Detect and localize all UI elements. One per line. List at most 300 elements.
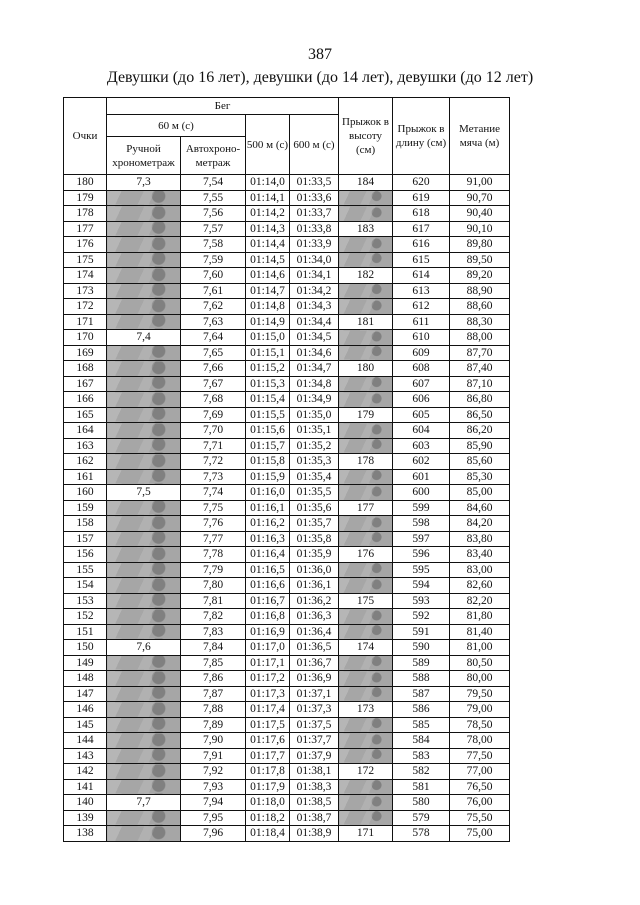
high-jump-cell — [339, 516, 393, 532]
table-row — [64, 826, 510, 842]
manual-timing-cell — [107, 469, 181, 485]
long-jump-cell: 591 — [393, 624, 450, 640]
time-500m-cell: 01:16,8 — [246, 609, 290, 625]
manual-timing-cell — [107, 237, 181, 253]
ball-throw-cell: 85,30 — [450, 469, 510, 485]
points-cell: 171 — [64, 314, 107, 330]
auto-timing-cell: 7,87 — [181, 686, 246, 702]
high-jump-cell: 176 — [339, 547, 393, 563]
time-500m-cell: 01:17,8 — [246, 764, 290, 780]
high-jump-cell — [339, 392, 393, 408]
time-500m-cell: 01:16,3 — [246, 531, 290, 547]
auto-timing-cell: 7,79 — [181, 562, 246, 578]
manual-timing-cell — [107, 268, 181, 284]
table-row — [64, 500, 510, 516]
time-500m-cell: 01:14,4 — [246, 237, 290, 253]
manual-timing-cell: 7,3 — [107, 175, 181, 191]
auto-timing-cell: 7,54 — [181, 175, 246, 191]
high-jump-cell: 180 — [339, 361, 393, 377]
table-row — [64, 190, 510, 206]
auto-timing-cell: 7,64 — [181, 330, 246, 346]
scoring-table — [63, 97, 510, 842]
auto-timing-cell: 7,95 — [181, 810, 246, 826]
points-cell: 153 — [64, 593, 107, 609]
points-cell: 138 — [64, 826, 107, 842]
long-jump-cell: 618 — [393, 206, 450, 222]
high-jump-cell — [339, 376, 393, 392]
high-jump-cell — [339, 330, 393, 346]
high-jump-cell — [339, 438, 393, 454]
points-cell: 155 — [64, 562, 107, 578]
page-title: Девушки (до 16 лет), девушки (до 14 лет), девушки (до 12 лет) — [106, 69, 534, 86]
header-high-jump: Прыжок в высоту (см) — [339, 98, 393, 175]
long-jump-cell: 581 — [393, 779, 450, 795]
manual-timing-cell — [107, 562, 181, 578]
time-600m-cell: 01:34,0 — [290, 252, 339, 268]
table-row — [64, 469, 510, 485]
points-cell: 167 — [64, 376, 107, 392]
long-jump-cell: 583 — [393, 748, 450, 764]
time-600m-cell: 01:36,1 — [290, 578, 339, 594]
high-jump-cell — [339, 485, 393, 501]
time-500m-cell: 01:16,2 — [246, 516, 290, 532]
time-600m-cell: 01:34,3 — [290, 299, 339, 315]
auto-timing-cell: 7,96 — [181, 826, 246, 842]
points-cell: 169 — [64, 345, 107, 361]
manual-timing-cell — [107, 547, 181, 563]
manual-timing-cell — [107, 190, 181, 206]
high-jump-cell: 171 — [339, 826, 393, 842]
ball-throw-cell: 85,60 — [450, 454, 510, 470]
time-500m-cell: 01:14,9 — [246, 314, 290, 330]
ball-throw-cell: 76,00 — [450, 795, 510, 811]
points-cell: 141 — [64, 779, 107, 795]
auto-timing-cell: 7,75 — [181, 500, 246, 516]
ball-throw-cell: 75,50 — [450, 810, 510, 826]
auto-timing-cell: 7,63 — [181, 314, 246, 330]
table-row — [64, 593, 510, 609]
ball-throw-cell: 81,00 — [450, 640, 510, 656]
time-500m-cell: 01:17,1 — [246, 655, 290, 671]
manual-timing-cell — [107, 314, 181, 330]
ball-throw-cell: 90,10 — [450, 221, 510, 237]
table-row — [64, 283, 510, 299]
table-row — [64, 423, 510, 439]
auto-timing-cell: 7,73 — [181, 469, 246, 485]
table-row — [64, 624, 510, 640]
ball-throw-cell: 84,60 — [450, 500, 510, 516]
manual-timing-cell — [107, 764, 181, 780]
time-500m-cell: 01:14,8 — [246, 299, 290, 315]
time-500m-cell: 01:15,7 — [246, 438, 290, 454]
auto-timing-cell: 7,83 — [181, 624, 246, 640]
ball-throw-cell: 86,20 — [450, 423, 510, 439]
time-500m-cell: 01:14,3 — [246, 221, 290, 237]
manual-timing-cell: 7,4 — [107, 330, 181, 346]
time-600m-cell: 01:36,9 — [290, 671, 339, 687]
points-cell: 156 — [64, 547, 107, 563]
header-manual-timing: Ручной хронометраж — [107, 137, 181, 175]
ball-throw-cell: 77,50 — [450, 748, 510, 764]
points-cell: 139 — [64, 810, 107, 826]
long-jump-cell: 603 — [393, 438, 450, 454]
high-jump-cell — [339, 237, 393, 253]
table-row — [64, 810, 510, 826]
time-500m-cell: 01:15,5 — [246, 407, 290, 423]
long-jump-cell: 585 — [393, 717, 450, 733]
long-jump-cell: 593 — [393, 593, 450, 609]
long-jump-cell: 584 — [393, 733, 450, 749]
high-jump-cell: 173 — [339, 702, 393, 718]
auto-timing-cell: 7,57 — [181, 221, 246, 237]
high-jump-cell — [339, 733, 393, 749]
table-row — [64, 655, 510, 671]
points-cell: 149 — [64, 655, 107, 671]
ball-throw-cell: 88,30 — [450, 314, 510, 330]
time-600m-cell: 01:33,9 — [290, 237, 339, 253]
high-jump-cell — [339, 206, 393, 222]
time-500m-cell: 01:15,0 — [246, 330, 290, 346]
header-60m: 60 м (с) — [107, 115, 246, 137]
points-cell: 140 — [64, 795, 107, 811]
long-jump-cell: 600 — [393, 485, 450, 501]
points-cell: 148 — [64, 671, 107, 687]
time-600m-cell: 01:36,7 — [290, 655, 339, 671]
table-row — [64, 779, 510, 795]
table-row — [64, 686, 510, 702]
auto-timing-cell: 7,81 — [181, 593, 246, 609]
manual-timing-cell — [107, 206, 181, 222]
ball-throw-cell: 87,70 — [450, 345, 510, 361]
auto-timing-cell: 7,61 — [181, 283, 246, 299]
auto-timing-cell: 7,78 — [181, 547, 246, 563]
ball-throw-cell: 83,00 — [450, 562, 510, 578]
auto-timing-cell: 7,92 — [181, 764, 246, 780]
manual-timing-cell — [107, 516, 181, 532]
long-jump-cell: 598 — [393, 516, 450, 532]
points-cell: 177 — [64, 221, 107, 237]
manual-timing-cell — [107, 283, 181, 299]
time-600m-cell: 01:34,6 — [290, 345, 339, 361]
auto-timing-cell: 7,94 — [181, 795, 246, 811]
high-jump-cell: 179 — [339, 407, 393, 423]
long-jump-cell: 609 — [393, 345, 450, 361]
long-jump-cell: 582 — [393, 764, 450, 780]
manual-timing-cell — [107, 702, 181, 718]
manual-timing-cell — [107, 392, 181, 408]
ball-throw-cell: 81,80 — [450, 609, 510, 625]
header-ball-throw: Метание мяча (м) — [450, 98, 510, 175]
time-500m-cell: 01:15,8 — [246, 454, 290, 470]
time-600m-cell: 01:36,5 — [290, 640, 339, 656]
auto-timing-cell: 7,56 — [181, 206, 246, 222]
manual-timing-cell — [107, 407, 181, 423]
table-row — [64, 314, 510, 330]
ball-throw-cell: 88,90 — [450, 283, 510, 299]
time-500m-cell: 01:15,6 — [246, 423, 290, 439]
ball-throw-cell: 89,80 — [450, 237, 510, 253]
high-jump-cell — [339, 252, 393, 268]
long-jump-cell: 601 — [393, 469, 450, 485]
time-500m-cell: 01:17,5 — [246, 717, 290, 733]
auto-timing-cell: 7,67 — [181, 376, 246, 392]
points-cell: 164 — [64, 423, 107, 439]
manual-timing-cell — [107, 361, 181, 377]
auto-timing-cell: 7,65 — [181, 345, 246, 361]
ball-throw-cell: 86,80 — [450, 392, 510, 408]
time-500m-cell: 01:14,6 — [246, 268, 290, 284]
time-500m-cell: 01:14,0 — [246, 175, 290, 191]
auto-timing-cell: 7,88 — [181, 702, 246, 718]
long-jump-cell: 594 — [393, 578, 450, 594]
high-jump-cell: 184 — [339, 175, 393, 191]
time-600m-cell: 01:33,6 — [290, 190, 339, 206]
high-jump-cell — [339, 190, 393, 206]
header-run: Бег — [107, 98, 339, 115]
time-500m-cell: 01:15,9 — [246, 469, 290, 485]
time-600m-cell: 01:36,3 — [290, 609, 339, 625]
time-500m-cell: 01:15,2 — [246, 361, 290, 377]
points-cell: 160 — [64, 485, 107, 501]
ball-throw-cell: 79,00 — [450, 702, 510, 718]
long-jump-cell: 597 — [393, 531, 450, 547]
table-row — [64, 609, 510, 625]
manual-timing-cell — [107, 733, 181, 749]
auto-timing-cell: 7,89 — [181, 717, 246, 733]
ball-throw-cell: 90,40 — [450, 206, 510, 222]
manual-timing-cell — [107, 655, 181, 671]
table-row — [64, 345, 510, 361]
points-cell: 163 — [64, 438, 107, 454]
time-500m-cell: 01:17,7 — [246, 748, 290, 764]
points-cell: 179 — [64, 190, 107, 206]
high-jump-cell — [339, 686, 393, 702]
time-500m-cell: 01:16,6 — [246, 578, 290, 594]
auto-timing-cell: 7,58 — [181, 237, 246, 253]
long-jump-cell: 604 — [393, 423, 450, 439]
long-jump-cell: 614 — [393, 268, 450, 284]
time-600m-cell: 01:35,5 — [290, 485, 339, 501]
long-jump-cell: 599 — [393, 500, 450, 516]
long-jump-cell: 589 — [393, 655, 450, 671]
auto-timing-cell: 7,91 — [181, 748, 246, 764]
time-600m-cell: 01:34,5 — [290, 330, 339, 346]
table-body — [64, 175, 510, 842]
time-500m-cell: 01:14,5 — [246, 252, 290, 268]
long-jump-cell: 578 — [393, 826, 450, 842]
ball-throw-cell: 89,20 — [450, 268, 510, 284]
ball-throw-cell: 75,00 — [450, 826, 510, 842]
long-jump-cell: 620 — [393, 175, 450, 191]
table-row — [64, 671, 510, 687]
high-jump-cell — [339, 624, 393, 640]
manual-timing-cell — [107, 438, 181, 454]
points-cell: 165 — [64, 407, 107, 423]
time-600m-cell: 01:36,4 — [290, 624, 339, 640]
long-jump-cell: 607 — [393, 376, 450, 392]
time-500m-cell: 01:17,3 — [246, 686, 290, 702]
table-row — [64, 578, 510, 594]
high-jump-cell — [339, 283, 393, 299]
manual-timing-cell — [107, 252, 181, 268]
table-row — [64, 531, 510, 547]
ball-throw-cell: 88,60 — [450, 299, 510, 315]
ball-throw-cell: 84,20 — [450, 516, 510, 532]
long-jump-cell: 588 — [393, 671, 450, 687]
time-600m-cell: 01:33,5 — [290, 175, 339, 191]
high-jump-cell — [339, 810, 393, 826]
ball-throw-cell: 76,50 — [450, 779, 510, 795]
auto-timing-cell: 7,74 — [181, 485, 246, 501]
high-jump-cell — [339, 609, 393, 625]
ball-throw-cell: 87,40 — [450, 361, 510, 377]
ball-throw-cell: 83,80 — [450, 531, 510, 547]
long-jump-cell: 596 — [393, 547, 450, 563]
high-jump-cell — [339, 671, 393, 687]
long-jump-cell: 610 — [393, 330, 450, 346]
time-500m-cell: 01:18,0 — [246, 795, 290, 811]
auto-timing-cell: 7,76 — [181, 516, 246, 532]
table-row — [64, 299, 510, 315]
time-500m-cell: 01:18,4 — [246, 826, 290, 842]
long-jump-cell: 605 — [393, 407, 450, 423]
ball-throw-cell: 89,50 — [450, 252, 510, 268]
table-row — [64, 392, 510, 408]
points-cell: 145 — [64, 717, 107, 733]
header-long-jump: Прыжок в длину (см) — [393, 98, 450, 175]
high-jump-cell: 175 — [339, 593, 393, 609]
high-jump-cell: 177 — [339, 500, 393, 516]
time-600m-cell: 01:37,5 — [290, 717, 339, 733]
manual-timing-cell — [107, 686, 181, 702]
long-jump-cell: 612 — [393, 299, 450, 315]
table-row — [64, 330, 510, 346]
manual-timing-cell — [107, 624, 181, 640]
high-jump-cell: 183 — [339, 221, 393, 237]
points-cell: 152 — [64, 609, 107, 625]
high-jump-cell — [339, 345, 393, 361]
time-600m-cell: 01:35,2 — [290, 438, 339, 454]
manual-timing-cell — [107, 671, 181, 687]
long-jump-cell: 586 — [393, 702, 450, 718]
points-cell: 157 — [64, 531, 107, 547]
auto-timing-cell: 7,82 — [181, 609, 246, 625]
table-row — [64, 221, 510, 237]
points-cell: 178 — [64, 206, 107, 222]
auto-timing-cell: 7,70 — [181, 423, 246, 439]
time-600m-cell: 01:35,4 — [290, 469, 339, 485]
long-jump-cell: 615 — [393, 252, 450, 268]
time-600m-cell: 01:38,5 — [290, 795, 339, 811]
time-600m-cell: 01:34,4 — [290, 314, 339, 330]
long-jump-cell: 613 — [393, 283, 450, 299]
long-jump-cell: 590 — [393, 640, 450, 656]
points-cell: 170 — [64, 330, 107, 346]
ball-throw-cell: 77,00 — [450, 764, 510, 780]
points-cell: 176 — [64, 237, 107, 253]
points-cell: 142 — [64, 764, 107, 780]
auto-timing-cell: 7,90 — [181, 733, 246, 749]
time-600m-cell: 01:34,1 — [290, 268, 339, 284]
long-jump-cell: 602 — [393, 454, 450, 470]
time-600m-cell: 01:34,8 — [290, 376, 339, 392]
auto-timing-cell: 7,69 — [181, 407, 246, 423]
points-cell: 166 — [64, 392, 107, 408]
time-500m-cell: 01:16,9 — [246, 624, 290, 640]
table-row — [64, 407, 510, 423]
points-cell: 158 — [64, 516, 107, 532]
table-row — [64, 795, 510, 811]
auto-timing-cell: 7,77 — [181, 531, 246, 547]
header-600m: 600 м (с) — [290, 115, 339, 175]
time-600m-cell: 01:34,2 — [290, 283, 339, 299]
time-500m-cell: 01:17,0 — [246, 640, 290, 656]
high-jump-cell — [339, 578, 393, 594]
long-jump-cell: 606 — [393, 392, 450, 408]
long-jump-cell: 580 — [393, 795, 450, 811]
points-cell: 172 — [64, 299, 107, 315]
time-500m-cell: 01:16,0 — [246, 485, 290, 501]
points-cell: 168 — [64, 361, 107, 377]
manual-timing-cell — [107, 345, 181, 361]
manual-timing-cell — [107, 221, 181, 237]
high-jump-cell — [339, 748, 393, 764]
table-row — [64, 640, 510, 656]
ball-throw-cell: 86,50 — [450, 407, 510, 423]
long-jump-cell: 619 — [393, 190, 450, 206]
table-row — [64, 547, 510, 563]
manual-timing-cell — [107, 299, 181, 315]
table-row — [64, 252, 510, 268]
manual-timing-cell — [107, 454, 181, 470]
time-600m-cell: 01:37,9 — [290, 748, 339, 764]
points-cell: 143 — [64, 748, 107, 764]
ball-throw-cell: 91,00 — [450, 175, 510, 191]
time-500m-cell: 01:16,1 — [246, 500, 290, 516]
points-cell: 173 — [64, 283, 107, 299]
manual-timing-cell — [107, 500, 181, 516]
ball-throw-cell: 81,40 — [450, 624, 510, 640]
points-cell: 146 — [64, 702, 107, 718]
ball-throw-cell: 87,10 — [450, 376, 510, 392]
header-points: Очки — [64, 98, 107, 175]
time-600m-cell: 01:35,0 — [290, 407, 339, 423]
auto-timing-cell: 7,62 — [181, 299, 246, 315]
high-jump-cell — [339, 423, 393, 439]
points-cell: 144 — [64, 733, 107, 749]
table-header — [64, 98, 510, 175]
high-jump-cell: 172 — [339, 764, 393, 780]
auto-timing-cell: 7,71 — [181, 438, 246, 454]
points-cell: 151 — [64, 624, 107, 640]
manual-timing-cell — [107, 423, 181, 439]
ball-throw-cell: 85,90 — [450, 438, 510, 454]
long-jump-cell: 617 — [393, 221, 450, 237]
points-cell: 180 — [64, 175, 107, 191]
table-row — [64, 175, 510, 191]
long-jump-cell: 611 — [393, 314, 450, 330]
manual-timing-cell — [107, 779, 181, 795]
ball-throw-cell: 80,50 — [450, 655, 510, 671]
long-jump-cell: 579 — [393, 810, 450, 826]
ball-throw-cell: 78,00 — [450, 733, 510, 749]
time-500m-cell: 01:17,4 — [246, 702, 290, 718]
time-600m-cell: 01:38,3 — [290, 779, 339, 795]
auto-timing-cell: 7,60 — [181, 268, 246, 284]
time-500m-cell: 01:17,9 — [246, 779, 290, 795]
time-600m-cell: 01:36,0 — [290, 562, 339, 578]
long-jump-cell: 592 — [393, 609, 450, 625]
